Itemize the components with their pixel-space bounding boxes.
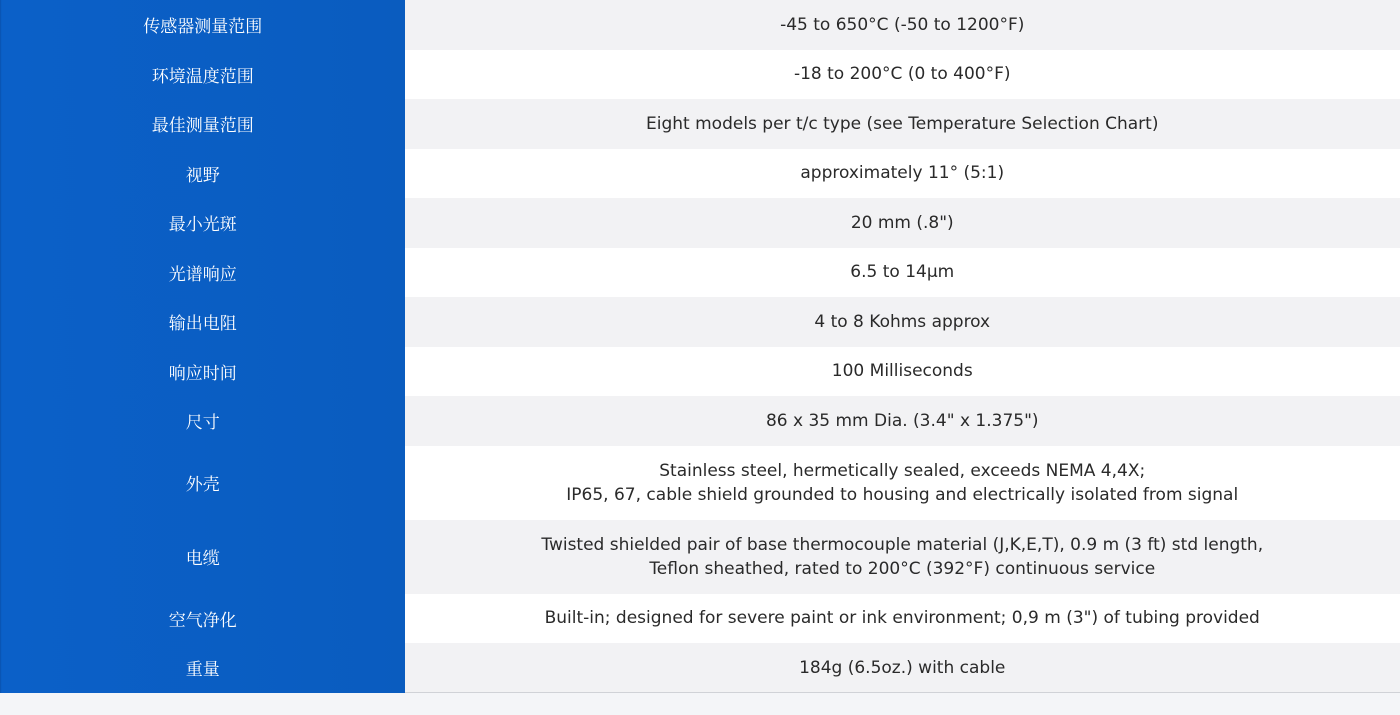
spec-value <box>405 520 1400 594</box>
spec-value-line: 6.5 to 14µm <box>850 262 955 283</box>
spec-value <box>405 99 1400 149</box>
spec-value <box>405 149 1400 199</box>
spec-label: 最佳测量范围 <box>1 99 405 149</box>
spec-value <box>405 198 1400 248</box>
spec-value <box>405 396 1400 446</box>
spec-label: 输出电阻 <box>1 297 405 347</box>
spec-row-optimal-range <box>1 99 1400 149</box>
spec-value <box>405 347 1400 397</box>
spec-label: 尺寸 <box>1 396 405 446</box>
spec-value-line: Teflon sheathed, rated to 200°C (392°F) continuous service <box>649 558 1156 579</box>
spec-label: 电缆 <box>1 520 405 594</box>
spec-label: 传感器测量范围 <box>1 0 405 50</box>
spec-row-weight <box>1 643 1400 693</box>
spec-row-cable <box>1 520 1400 594</box>
spec-value-line: -45 to 650°C (-50 to 1200°F) <box>780 14 1025 35</box>
spec-label: 环境温度范围 <box>1 50 405 100</box>
spec-value-line: -18 to 200°C (0 to 400°F) <box>793 64 1011 85</box>
spec-value <box>405 0 1400 50</box>
spec-value <box>405 594 1400 644</box>
spec-label: 响应时间 <box>1 347 405 397</box>
spec-value <box>405 248 1400 298</box>
spec-row-min-spot <box>1 198 1400 248</box>
spec-row-housing <box>1 446 1400 520</box>
spec-value-line: Twisted shielded pair of base thermocouple material (J,K,E,T), 0.9 m (3 ft) std length, <box>541 534 1264 555</box>
spec-value-line: 20 mm (.8") <box>850 212 954 233</box>
spec-value <box>405 643 1400 693</box>
spec-value <box>405 50 1400 100</box>
spec-value-line: Built-in; designed for severe paint or ink environment; 0,9 m (3") of tubing provided <box>544 608 1260 629</box>
spec-label: 视野 <box>1 149 405 199</box>
spec-row-field-of-view <box>1 149 1400 199</box>
spec-value-line: approximately 11° (5:1) <box>800 163 1005 184</box>
spec-value-line: 100 Milliseconds <box>831 361 973 382</box>
spec-label: 最小光斑 <box>1 198 405 248</box>
spec-row-sensor-range <box>1 0 1400 50</box>
spec-row-output-resistance <box>1 297 1400 347</box>
spec-row-air-purge <box>1 594 1400 644</box>
spec-value <box>405 446 1400 520</box>
spec-row-spectral-response <box>1 248 1400 298</box>
spec-value-line: IP65, 67, cable shield grounded to housing and electrically isolated from signal <box>566 484 1239 505</box>
spec-row-dimensions <box>1 396 1400 446</box>
spec-label: 空气净化 <box>1 594 405 644</box>
spec-row-ambient-range <box>1 50 1400 100</box>
spec-value-line: Eight models per t/c type (see Temperature Selection Chart) <box>646 113 1159 134</box>
spec-label: 重量 <box>1 643 405 693</box>
spec-table-body <box>1 0 1400 693</box>
spec-value <box>405 297 1400 347</box>
spec-value-line: Stainless steel, hermetically sealed, exceeds NEMA 4,4X; <box>659 460 1146 481</box>
spec-value-line: 184g (6.5oz.) with cable <box>799 657 1006 678</box>
spec-row-response-time <box>1 347 1400 397</box>
spec-value-line: 4 to 8 Kohms approx <box>814 311 991 332</box>
spec-label: 外壳 <box>1 446 405 520</box>
spec-label: 光谱响应 <box>1 248 405 298</box>
spec-value-line: 86 x 35 mm Dia. (3.4" x 1.375") <box>765 410 1039 431</box>
